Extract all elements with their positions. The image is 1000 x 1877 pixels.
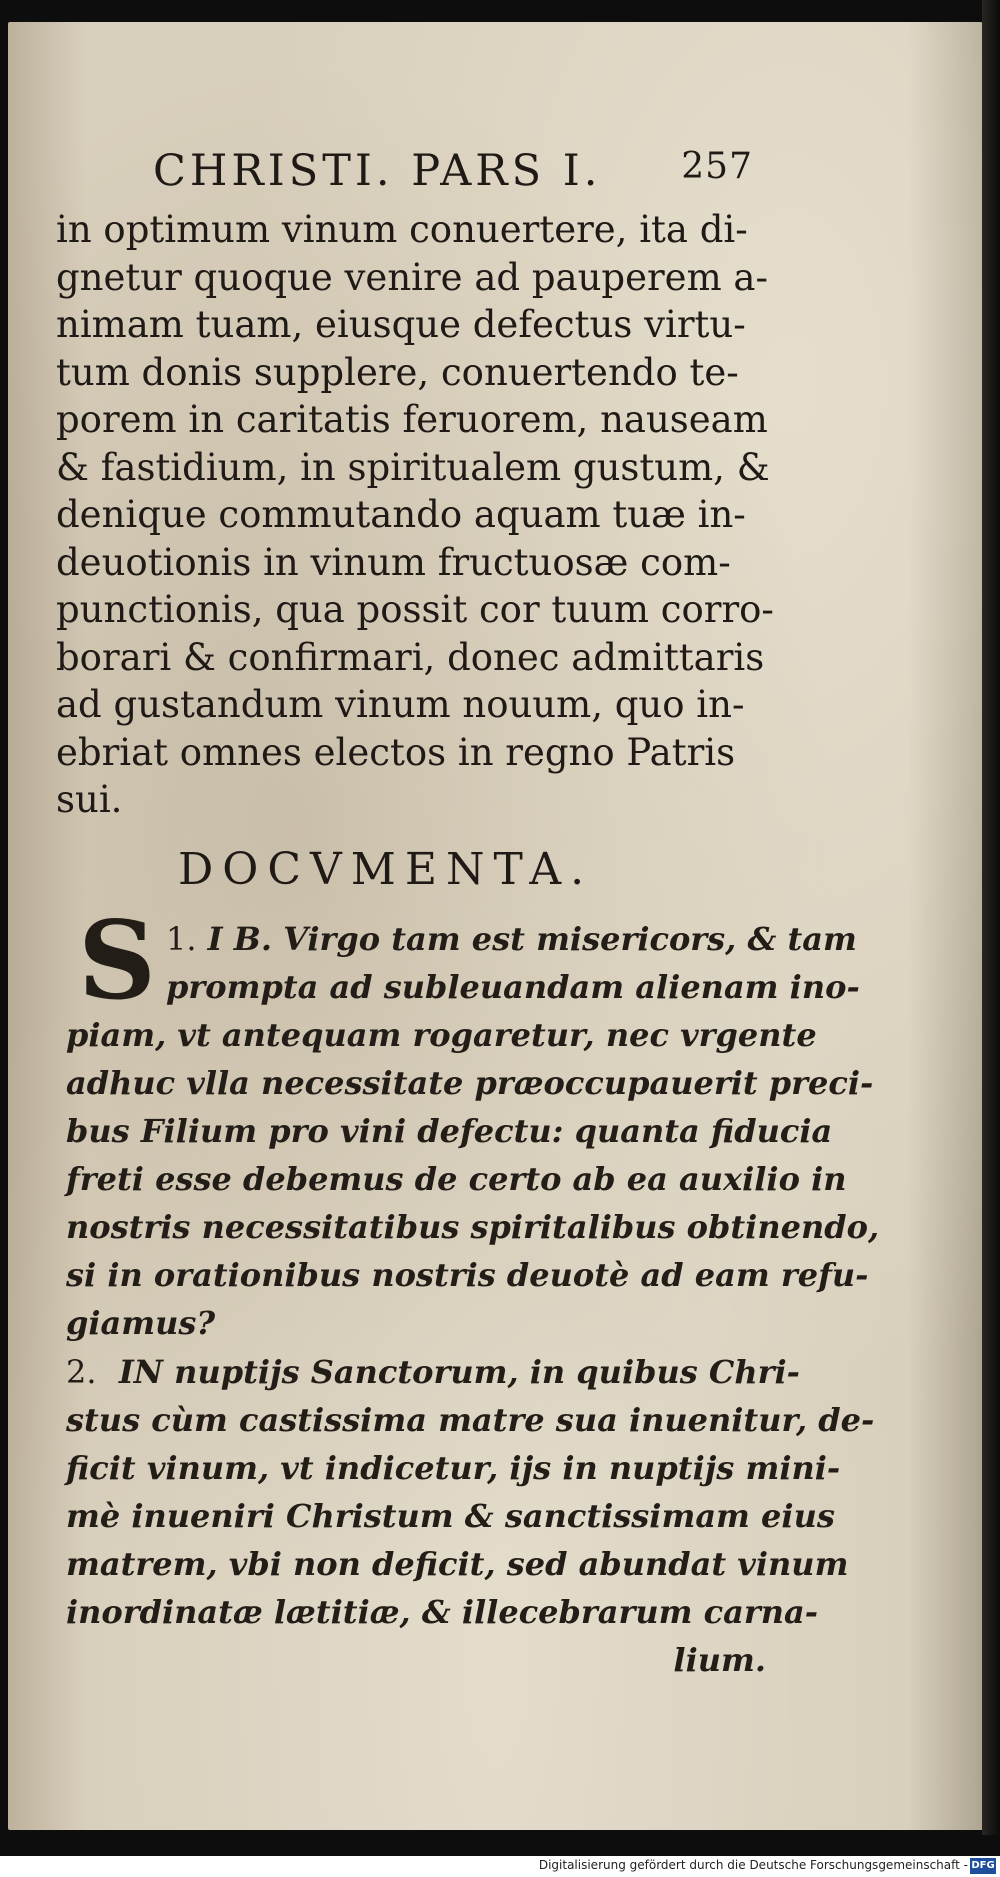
body-line: deuotionis in vinum fructuosæ com- bbox=[56, 540, 731, 584]
running-title: CHRISTI. PARS I. bbox=[153, 146, 602, 196]
book-page bbox=[8, 22, 986, 1830]
footer-bar bbox=[0, 1856, 1000, 1877]
item-number: 1. bbox=[166, 920, 197, 958]
documentum-line: freti esse debemus de certo ab ea auxilio in bbox=[66, 1160, 847, 1198]
documentum-line: matrem, vbi non deficit, sed abundat vinum bbox=[66, 1545, 849, 1583]
documentum-line: mè inueniri Christum & sanctissimam eius bbox=[66, 1497, 835, 1535]
documentum-line: nostris necessitatibus spiritalibus obtinendo, bbox=[66, 1208, 880, 1246]
documentum-line: stus cùm castissima matre sua inuenitur, de- bbox=[66, 1401, 875, 1439]
body-text bbox=[56, 206, 774, 824]
body-line: sui. bbox=[56, 778, 123, 821]
documentum-1 bbox=[66, 898, 880, 1347]
body-line: tum donis supplere, conuertendo te- bbox=[56, 350, 739, 394]
item-number: 2. bbox=[66, 1353, 97, 1391]
body-line: in optimum vinum conuertere, ita di- bbox=[56, 208, 748, 251]
section-heading: DOCVMENTA. bbox=[178, 844, 594, 895]
body-line: ebriat omnes electos in regno Patris bbox=[56, 730, 736, 774]
documentum-line: ficit vinum, vt indicetur, ijs in nuptijs mini- bbox=[66, 1449, 841, 1487]
documentum-line: adhuc vlla necessitate præoccupauerit preci- bbox=[66, 1064, 874, 1102]
documentum-line: inordinatæ lætitiæ, & illecebrarum carna- bbox=[66, 1593, 818, 1631]
body-line: borari & confirmari, donec admittaris bbox=[56, 635, 765, 679]
body-line: porem in caritatis feruorem, nauseam bbox=[56, 398, 768, 441]
documentum-line: si in orationibus nostris deuotè ad eam refu- bbox=[66, 1256, 869, 1294]
documentum-last-word: lium. bbox=[673, 1641, 766, 1679]
documentum-line: giamus? bbox=[66, 1304, 216, 1342]
documentum-line: bus Filium pro vini defectu: quanta fiducia bbox=[66, 1112, 833, 1150]
documentum-line bbox=[66, 1348, 800, 1396]
body-line: ad gustandum vinum nouum, quo in- bbox=[56, 683, 745, 726]
page-number: 257 bbox=[681, 146, 753, 187]
funding-credit: Digitalisierung gefördert durch die Deutsche Forschungsgemeinschaft - bbox=[538, 1858, 968, 1872]
body-line: denique commutando aquam tuæ in- bbox=[56, 493, 746, 536]
body-line: gnetur quoque venire ad pauperem a- bbox=[56, 255, 768, 299]
body-line: nimam tuam, eiusque defectus virtu- bbox=[56, 303, 746, 346]
documentum-line: piam, vt antequam rogaretur, nec vrgente bbox=[66, 1016, 817, 1054]
running-header bbox=[153, 146, 753, 206]
dfg-logo: DFG bbox=[970, 1858, 996, 1874]
body-line: punctionis, qua possit cor tuum corro- bbox=[56, 588, 774, 631]
documentum-first-line: IN nuptijs Sanctorum, in quibus Chri- bbox=[118, 1353, 800, 1391]
documentum-2 bbox=[66, 1348, 875, 1684]
documentum-first-line: I B. Virgo tam est misericors, & tam bbox=[207, 920, 857, 958]
scan-edge bbox=[982, 0, 1000, 1835]
body-line: & fastidium, in spiritualem gustum, & bbox=[56, 445, 770, 489]
documentum-line: prompta ad subleuandam alienam ino- bbox=[166, 968, 860, 1006]
documentum-line bbox=[66, 915, 857, 963]
drop-cap: S bbox=[78, 898, 156, 1024]
